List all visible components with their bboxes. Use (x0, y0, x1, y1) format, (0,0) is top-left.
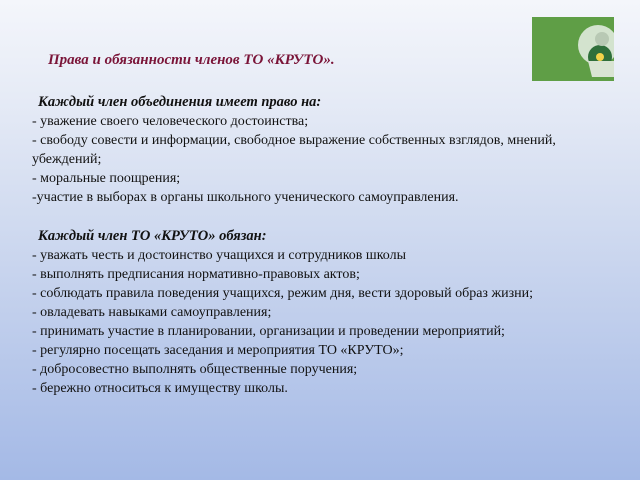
green-logo-icon (532, 17, 614, 81)
slide-title: Права и обязанности членов ТО «КРУТО». (48, 52, 335, 68)
list-item: - уважение своего человеческого достоинства; (32, 114, 309, 129)
list-item: - моральные поощрения; (32, 171, 181, 186)
rights-list (32, 112, 612, 207)
list-item: - свободу совести и информации, свободное выражение собственных взглядов, мнений, убеждений; (32, 133, 556, 167)
duties-list (32, 246, 612, 398)
list-item: - выполнять предписания нормативно-правовых актов; (32, 267, 360, 282)
duties-heading: Каждый член ТО «КРУТО» обязан: (38, 228, 267, 244)
list-item: - соблюдать правила поведения учащихся, режим дня, вести здоровый образ жизни; (32, 286, 534, 301)
list-item: - добросовестно выполнять общественные поручения; (32, 362, 358, 377)
list-item: - регулярно посещать заседания и мероприятия ТО «КРУТО»; (32, 343, 404, 358)
list-item: - бережно относиться к имуществу школы. (32, 381, 288, 396)
rights-heading: Каждый член объединения имеет право на: (38, 94, 322, 110)
list-item: -участие в выборах в органы школьного ученического самоуправления. (32, 190, 459, 205)
list-item: - принимать участие в планировании, организации и проведении мероприятий; (32, 324, 505, 339)
list-item: - уважать честь и достоинство учащихся и сотрудников школы (32, 248, 407, 263)
list-item: - овладевать навыками самоуправления; (32, 305, 272, 320)
